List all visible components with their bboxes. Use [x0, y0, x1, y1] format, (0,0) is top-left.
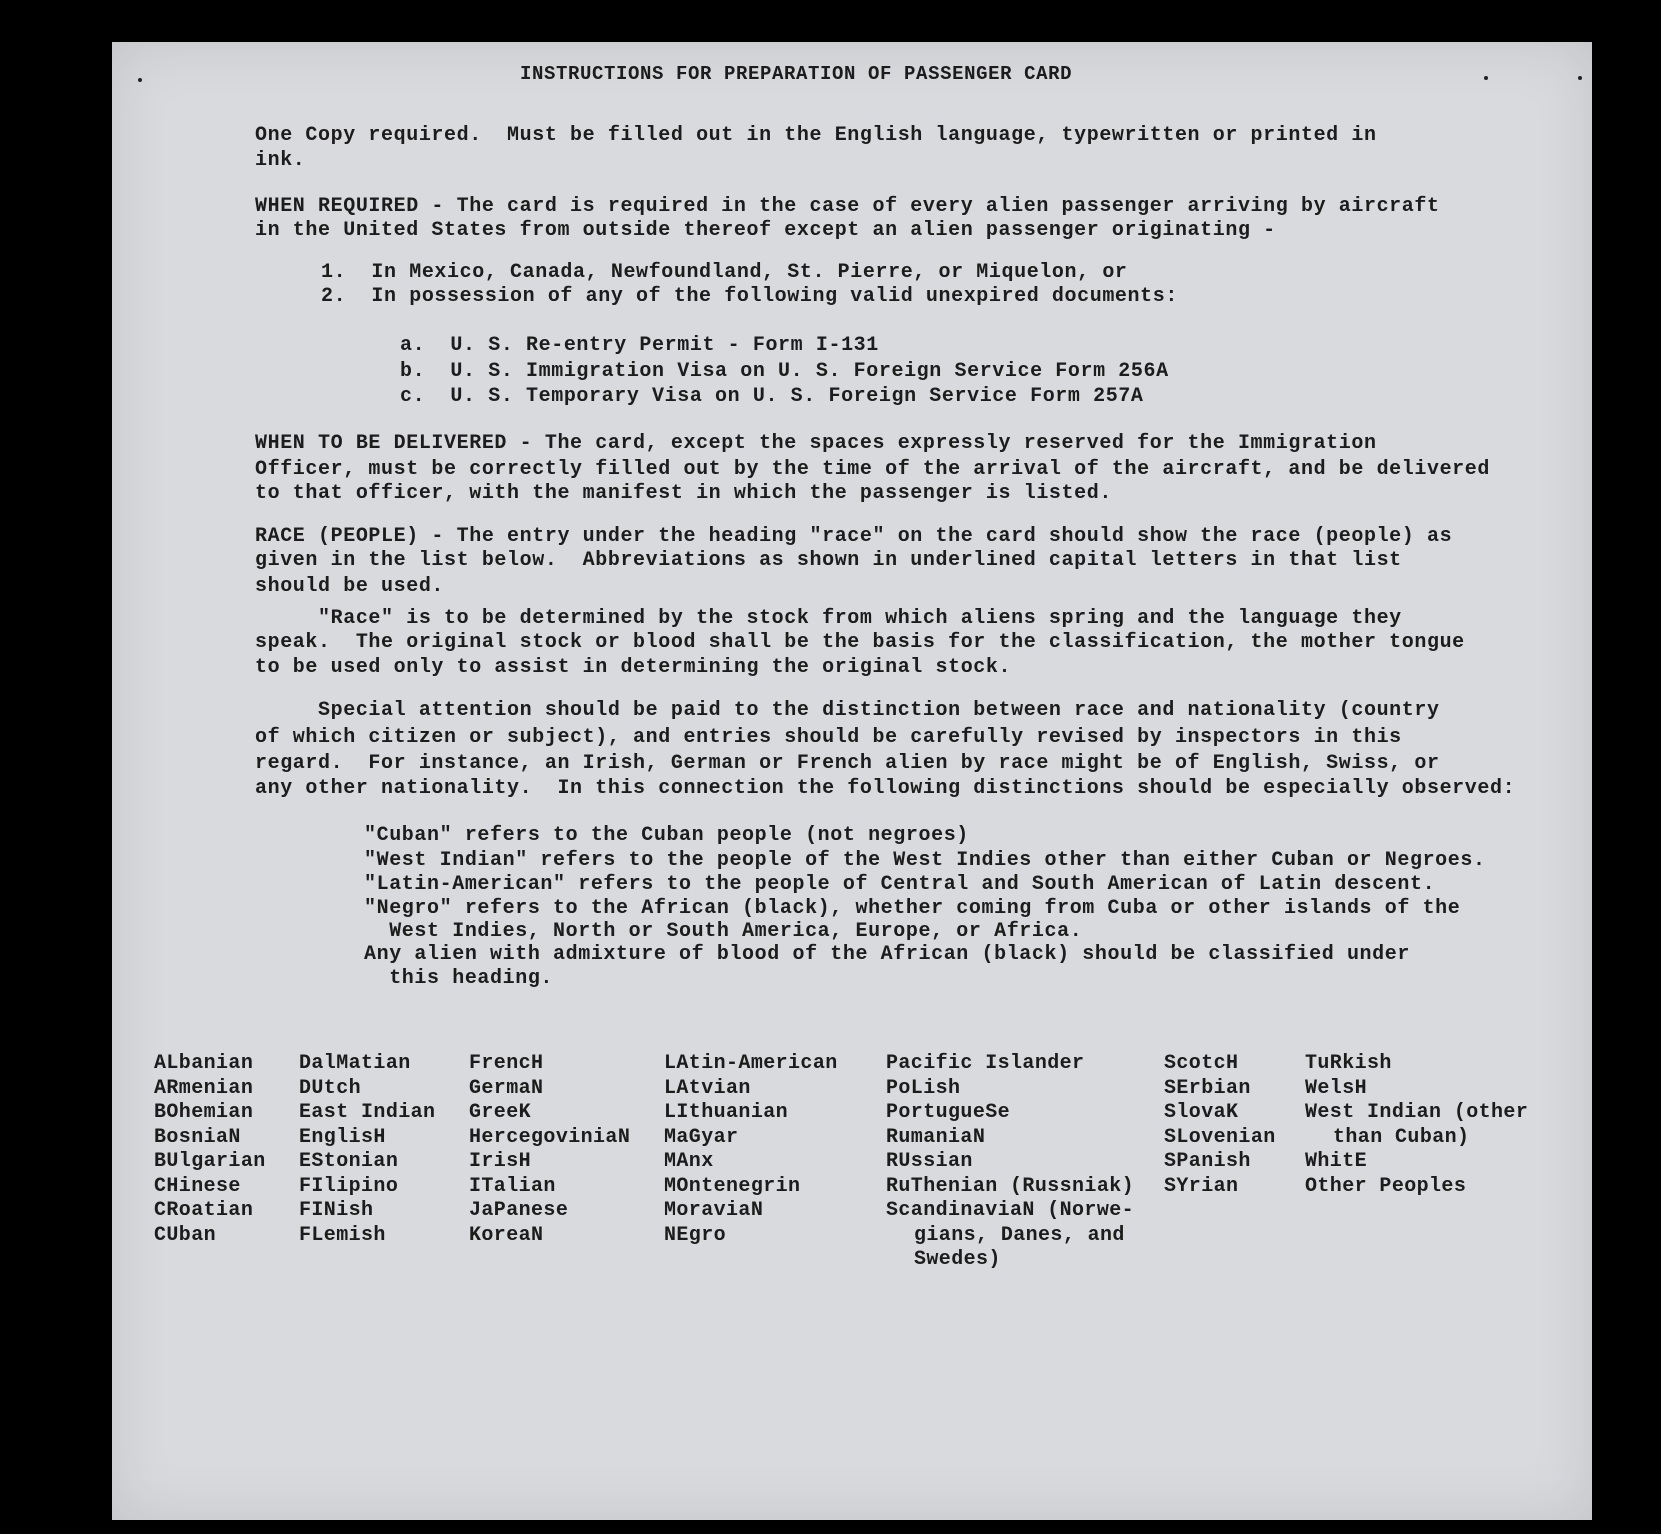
distinction-line: this heading. [364, 967, 554, 990]
race-entry: ScotcH [1164, 1052, 1239, 1075]
race-entry: SErbian [1164, 1076, 1251, 1100]
special-attention-line: regard. For instance, an Irish, German or French alien by race might be of English, Swiss, or [255, 752, 1440, 775]
race-entry: EStonian [299, 1150, 399, 1173]
race-entry: LIthuanian [664, 1101, 789, 1124]
special-attention-line: of which citizen or subject), and entries should be carefully revised by inspectors in this [255, 726, 1402, 749]
speck [1578, 76, 1582, 80]
race-entry: DUtch [299, 1076, 362, 1100]
race-entry: NEgro [664, 1223, 727, 1247]
numbered-item: 1. In Mexico, Canada, Newfoundland, St. Pierre, or Miquelon, or [321, 261, 1128, 284]
race-entry: PoLish [886, 1076, 961, 1100]
when-required-line: WHEN REQUIRED - The card is required in the case of every alien passenger arriving by aircraft [255, 195, 1440, 218]
distinction-line: "Latin-American" refers to the people of Central and South American of Latin descent. [364, 873, 1436, 896]
race-entry: ScandinaviaN (Norwe- [886, 1199, 1135, 1222]
race-entry: LAtin-American [664, 1052, 838, 1075]
race-entry: GermaN [469, 1076, 544, 1100]
race-list-column [299, 1052, 435, 1248]
document-item: c. U. S. Temporary Visa on U. S. Foreign Service Form 257A [400, 385, 1144, 408]
race-entry: Pacific Islander [886, 1052, 1085, 1075]
race-entry: CUban [154, 1223, 217, 1247]
when-delivered-line: to that officer, with the manifest in which the passenger is listed. [255, 482, 1112, 505]
distinction-line: West Indies, North or South America, Europe, or Africa. [364, 920, 1083, 943]
race-list-column [664, 1052, 838, 1248]
race-entry: JaPanese [469, 1199, 569, 1222]
race-entry: East Indian [299, 1101, 436, 1124]
race-entry: CHinese [154, 1174, 241, 1198]
race-entry: MAnx [664, 1150, 714, 1173]
race-entry: BUlgarian [154, 1150, 266, 1173]
race-list-column [154, 1052, 266, 1248]
race-definition-line: speak. The original stock or blood shall be the basis for the classification, the mother tongue [255, 631, 1465, 654]
document-item: b. U. S. Immigration Visa on U. S. Foreign Service Form 256A [400, 360, 1169, 383]
race-entry: gians, Danes, and [914, 1223, 1125, 1247]
race-list-column [469, 1052, 630, 1248]
when-delivered-line: WHEN TO BE DELIVERED - The card, except the spaces expressly reserved for the Immigration [255, 432, 1377, 455]
race-list-column [1164, 1052, 1276, 1199]
when-required-line: in the United States from outside thereof except an alien passenger originating - [255, 219, 1276, 242]
race-people-line: given in the list below. Abbreviations as shown in underlined capital letters in that list [255, 549, 1402, 572]
distinction-line: Any alien with admixture of blood of the African (black) should be classified under [364, 943, 1410, 966]
race-entry: BosniaN [154, 1125, 241, 1149]
race-entry: HercegoviniaN [469, 1125, 631, 1149]
race-entry: DalMatian [299, 1052, 411, 1075]
distinction-line: "Negro" refers to the African (black), whether coming from Cuba or other islands of the [364, 897, 1461, 920]
race-entry: IrisH [469, 1150, 532, 1173]
race-entry: SlovaK [1164, 1101, 1239, 1124]
race-entry: RumaniaN [886, 1125, 986, 1149]
when-delivered-line: Officer, must be correctly filled out by the time of the arrival of the aircraft, and be delivered [255, 458, 1490, 481]
race-people-line: should be used. [255, 575, 445, 598]
race-entry: FLemish [299, 1223, 386, 1247]
race-entry: ARmenian [154, 1076, 254, 1100]
race-people-line: RACE (PEOPLE) - The entry under the heading "race" on the card should show the race (people) as [255, 525, 1453, 548]
numbered-item: 2. In possession of any of the following valid unexpired documents: [321, 285, 1178, 308]
race-entry: FrencH [469, 1052, 544, 1075]
intro-line: One Copy required. Must be filled out in the English language, typewritten or printed in [255, 124, 1377, 147]
race-list-column [886, 1052, 1134, 1273]
race-entry: WhitE [1305, 1150, 1368, 1173]
race-entry: West Indian (other [1305, 1101, 1529, 1124]
intro-line: ink. [255, 149, 306, 172]
race-entry: SLovenian [1164, 1125, 1276, 1149]
distinction-line: "West Indian" refers to the people of the West Indies other than either Cuban or Negroes. [364, 849, 1486, 872]
race-entry: than Cuban) [1333, 1125, 1470, 1149]
race-entry: FINish [299, 1199, 374, 1222]
distinction-line: "Cuban" refers to the Cuban people (not negroes) [364, 824, 969, 847]
race-entry: CRoatian [154, 1199, 254, 1222]
race-entry: MOntenegrin [664, 1174, 801, 1198]
race-entry: ALbanian [154, 1052, 254, 1075]
race-entry: KoreaN [469, 1223, 544, 1247]
race-entry: RUssian [886, 1150, 973, 1173]
race-entry: TuRkish [1305, 1052, 1392, 1075]
race-entry: SPanish [1164, 1150, 1251, 1173]
race-definition-line: "Race" is to be determined by the stock from which aliens spring and the language they [255, 607, 1402, 630]
speck [138, 78, 142, 82]
race-entry: MoraviaN [664, 1199, 764, 1222]
special-attention-line: any other nationality. In this connection the following distinctions should be especially observed: [255, 777, 1516, 800]
speck [1484, 76, 1488, 80]
race-entry: WelsH [1305, 1076, 1368, 1100]
race-definition-line: to be used only to assist in determining the original stock. [255, 656, 1012, 679]
document-item: a. U. S. Re-entry Permit - Form I-131 [400, 334, 879, 357]
race-entry: Swedes) [914, 1248, 1001, 1271]
race-entry: SYrian [1164, 1174, 1239, 1198]
race-entry: MaGyar [664, 1125, 739, 1149]
race-entry: FIlipino [299, 1174, 399, 1198]
special-attention-line: Special attention should be paid to the distinction between race and nationality (country [255, 699, 1440, 722]
race-entry: BOhemian [154, 1101, 254, 1124]
race-entry: PortugueSe [886, 1101, 1011, 1124]
document-page [112, 42, 1592, 1520]
race-entry: GreeK [469, 1101, 532, 1124]
race-entry: RuThenian (Russniak) [886, 1174, 1135, 1198]
race-entry: EnglisH [299, 1125, 386, 1149]
race-entry: ITalian [469, 1174, 556, 1198]
race-list-column [1305, 1052, 1528, 1199]
page-title: INSTRUCTIONS FOR PREPARATION OF PASSENGER CARD [520, 63, 1073, 85]
race-entry: LAtvian [664, 1076, 751, 1100]
race-entry: Other Peoples [1305, 1174, 1467, 1198]
